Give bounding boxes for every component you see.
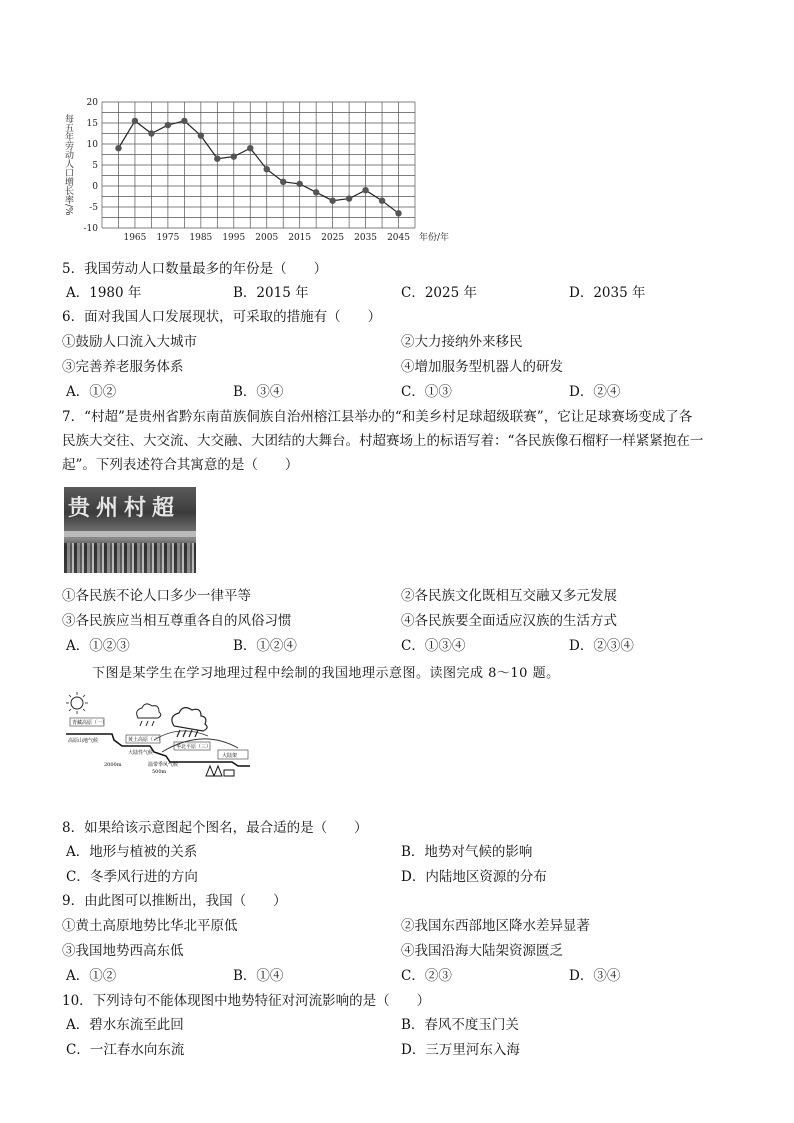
q7-option-a[interactable]: A．①②③ — [66, 638, 130, 654]
x-tick-label: 2015 — [288, 233, 312, 243]
q9-item-3: ③我国地势西高东低 — [62, 943, 184, 959]
data-point — [329, 198, 335, 204]
label-huabei: 华北平原（三） — [176, 744, 212, 750]
q9-option-a[interactable]: A．①② — [66, 968, 117, 984]
q7-option-c[interactable]: C．①③④ — [401, 638, 466, 654]
q10-option-b[interactable]: B．春风不度玉门关 — [401, 1017, 519, 1033]
x-tick-label: 1985 — [189, 233, 213, 243]
q6-stem: 6．面对我国人口发展现状，可采取的措施有（ ） — [62, 309, 382, 325]
data-point — [313, 189, 319, 195]
q8-stem: 8．如果给该示意图起个图名，最合适的是（ ） — [62, 820, 368, 836]
rain-cloud-icon — [172, 708, 207, 737]
data-point — [148, 130, 154, 136]
q8-option-d[interactable]: D．内陆地区资源的分布 — [401, 869, 547, 885]
q6-item-2: ②大力接纳外来移民 — [401, 334, 523, 350]
y-tick-label: -10 — [83, 224, 98, 234]
q7-stem-line-1: 7．“村超”是贵州省黔东南苗族侗族自治州榕江县举办的“和美乡村足球超级联赛”，它让足球赛场变成了各 — [62, 409, 693, 425]
q5-stem: 5．我国劳动人口数量最多的年份是（ ） — [62, 261, 328, 277]
q7-option-b[interactable]: B．①②④ — [233, 638, 297, 654]
data-point — [231, 153, 237, 159]
q7-stem — [62, 405, 734, 477]
x-tick-label: 2005 — [255, 233, 279, 243]
q10-stem: 10．下列诗句不能体现图中地势特征对河流影响的是（ ） — [62, 993, 431, 1009]
x-tick-label: 2035 — [354, 233, 378, 243]
label-monsoon: 温带季风气候 — [148, 762, 179, 768]
data-point — [346, 195, 352, 201]
facility-icon — [206, 766, 234, 776]
label-alpine-climate: 高原山地气候 — [68, 738, 99, 744]
data-point — [280, 179, 286, 185]
data-point — [379, 198, 385, 204]
q9-item-4: ④我国沿海大陆架资源匮乏 — [401, 943, 563, 959]
banner-text: 贵州村超 — [68, 496, 181, 521]
q7-option-d[interactable]: D．②③④ — [569, 638, 634, 654]
q5-option-a[interactable]: A．1980 年 — [66, 285, 142, 301]
x-tick-label: 1975 — [156, 233, 180, 243]
data-point — [247, 145, 253, 151]
q5-option-b[interactable]: B．2015 年 — [233, 285, 309, 301]
q9-stem: 9．由此图可以推断出，我国（ ） — [62, 893, 287, 909]
q9-option-b[interactable]: B．①④ — [233, 968, 284, 984]
data-point — [214, 156, 220, 162]
q10-option-c[interactable]: C．一江春水向东流 — [66, 1042, 185, 1058]
q6-item-4: ④增加服务型机器人的研发 — [401, 359, 563, 375]
q8-option-c[interactable]: C．冬季风行进的方向 — [66, 869, 198, 885]
y-tick-label: -5 — [89, 203, 98, 213]
series-line — [118, 121, 398, 213]
q7-item-4: ④各民族要全面适应汉族的生活方式 — [401, 613, 617, 629]
q7-stem-line-3: 起”。下列表述符合其寓意的是（ ） — [62, 457, 299, 473]
q10-option-d[interactable]: D．三万里河东入海 — [401, 1042, 520, 1058]
q7-item-3: ③各民族应当相互尊重各自的风俗习惯 — [62, 613, 292, 629]
q6-option-a[interactable]: A．①② — [66, 384, 117, 400]
q6-option-d[interactable]: D．②④ — [569, 384, 621, 400]
data-point — [296, 181, 302, 187]
data-point — [362, 187, 368, 193]
q9-option-c[interactable]: C．②③ — [401, 968, 452, 984]
q6-option-c[interactable]: C．①③ — [401, 384, 452, 400]
data-point — [165, 122, 171, 128]
sun-icon — [66, 692, 88, 714]
label-qingzang: 青藏高原（一） — [72, 720, 108, 726]
label-2000m: 2000m — [104, 762, 122, 768]
label-500m: 500m — [152, 769, 167, 775]
data-point — [181, 118, 187, 124]
x-tick-label: 2045 — [387, 233, 410, 243]
data-point — [264, 166, 270, 172]
q6-item-3: ③完善养老服务体系 — [62, 359, 184, 375]
q7-item-1: ①各民族不论人口多少一律平等 — [62, 588, 251, 604]
chart-ylabel: 每五年劳动人口增长率/% — [63, 114, 73, 216]
cloud-icon — [137, 704, 161, 726]
q10-option-a[interactable]: A．碧水东流至此回 — [66, 1017, 184, 1033]
x-tick-label: 2025 — [321, 233, 345, 243]
labor-growth-chart — [60, 92, 460, 248]
y-tick-label: 20 — [86, 98, 98, 108]
q7-stem-line-2: 民族大交往、大交流、大交融、大团结的大舞台。村超赛场上的标语写着：“各民族像石榴籽一样紧紧抱在一 — [62, 433, 704, 449]
q5-option-d[interactable]: D．2035 年 — [569, 285, 646, 301]
data-point — [395, 210, 401, 216]
q9-option-d[interactable]: D．③④ — [569, 968, 621, 984]
q9-item-2: ②我国东西部地区降水差异显著 — [401, 918, 590, 934]
q6-item-1: ①鼓励人口流入大城市 — [62, 334, 197, 350]
chart-xlabel: 年份/年 — [419, 233, 450, 243]
x-tick-label: 1965 — [123, 233, 147, 243]
q5-option-c[interactable]: C．2025 年 — [401, 285, 477, 301]
q6-option-b[interactable]: B．③④ — [233, 384, 284, 400]
cunchao-photo — [64, 487, 196, 573]
y-tick-label: 15 — [86, 119, 98, 129]
q9-item-1: ①黄土高原地势比华北平原低 — [62, 918, 238, 934]
q7-item-2: ②各民族文化既相互交融又多元发展 — [401, 588, 617, 604]
group-intro: 下图是某学生在学习地理过程中绘制的我国地理示意图。读图完成 8～10 题。 — [92, 666, 560, 681]
q8-option-b[interactable]: B．地势对气候的影响 — [401, 844, 533, 860]
data-point — [198, 132, 204, 138]
label-loess: 黄土高原（二） — [128, 737, 164, 743]
label-continental: 大陆性气候 — [128, 750, 154, 756]
y-tick-label: 10 — [86, 140, 98, 150]
q8-option-a[interactable]: A．地形与植被的关系 — [66, 844, 198, 860]
data-point — [132, 118, 138, 124]
y-tick-label: 5 — [92, 161, 98, 171]
y-tick-label: 0 — [92, 182, 98, 192]
data-point — [115, 145, 121, 151]
label-shelf: 大陆架 — [222, 753, 238, 759]
terrain-climate-diagram — [62, 690, 252, 780]
x-tick-label: 1995 — [222, 233, 246, 243]
